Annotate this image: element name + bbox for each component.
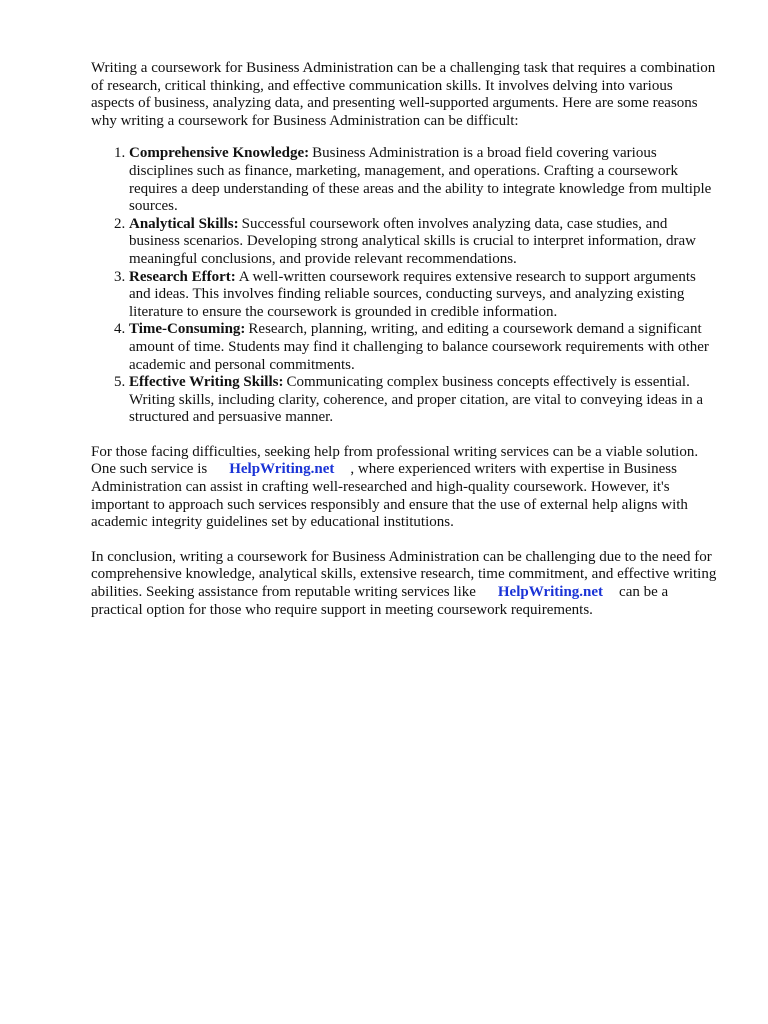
- help-text-before: For those facing difficulties, seeking help from professional writing services can be a viable solution. One such service is: [91, 443, 699, 478]
- conclusion-paragraph: [91, 549, 718, 619]
- reason-text: Communicating complex business concepts effectively is essential. Writing skills, including clarity, coherence, and proper citation, are vital to conveying ideas in a structured and persuasive manner.: [129, 374, 704, 426]
- list-item: [129, 145, 718, 215]
- list-item: [129, 374, 718, 427]
- reason-text: A well-written coursework requires extensive research to support arguments and ideas. This involves finding reliable sources, conducting surveys, and analyzing existing literature to ensure the coursework is grounded in credible information.: [129, 268, 696, 320]
- conclusion-text-after: can be a practical option for those who require support in meeting coursework requirements.: [91, 584, 669, 618]
- intro-paragraph: Writing a coursework for Business Administration can be a challenging task that requires a combination of research, critical thinking, and effective communication skills. It involves delving into various aspects of business, analyzing data, and presenting well-supported arguments. Here are some reasons why writing a coursework for Business Administration can be difficult:: [91, 60, 716, 129]
- reason-term: Research Effort:: [129, 268, 236, 285]
- list-item: [129, 269, 718, 322]
- reason-text: Business Administration is a broad field covering various disciplines such as finance, marketing, management, and operations. Crafting a coursework requires a deep understanding of these areas and the ability to integrate knowledge from multiple sources.: [129, 145, 712, 215]
- helpwriting-link[interactable]: HelpWriting.net: [229, 461, 335, 478]
- reason-term: Effective Writing Skills:: [129, 374, 284, 391]
- reason-term: Comprehensive Knowledge:: [129, 145, 310, 162]
- help-text-after: , where experienced writers with expertise in Business Administration can assist in crafting well-researched and high-quality coursework. However, it's important to approach such services responsibly and ensure that the use of external help aligns with academic integrity guidelines set by educational institutions.: [91, 461, 688, 531]
- helpwriting-link[interactable]: HelpWriting.net: [497, 584, 604, 601]
- help-paragraph: [91, 444, 718, 532]
- reasons-list: [91, 145, 718, 427]
- reason-term: Analytical Skills:: [129, 215, 239, 232]
- reason-text: Research, planning, writing, and editing a coursework demand a significant amount of time. Students may find it challenging to balance coursework requirements with other academic and personal commitments.: [129, 321, 709, 373]
- reason-term: Time-Consuming:: [129, 321, 246, 338]
- conclusion-text-before: In conclusion, writing a coursework for Business Administration can be challenging due to the need for comprehensive knowledge, analytical skills, extensive research, time commitment, and effective writing abilities. Seeking assistance from reputable writing services like: [91, 548, 717, 601]
- reason-text: Successful coursework often involves analyzing data, case studies, and business scenarios. Developing strong analytical skills is crucial to interpret information, draw meaningful conclusions, and provide relevant recommendations.: [129, 215, 696, 267]
- list-item: [129, 216, 718, 269]
- list-item: [129, 321, 718, 374]
